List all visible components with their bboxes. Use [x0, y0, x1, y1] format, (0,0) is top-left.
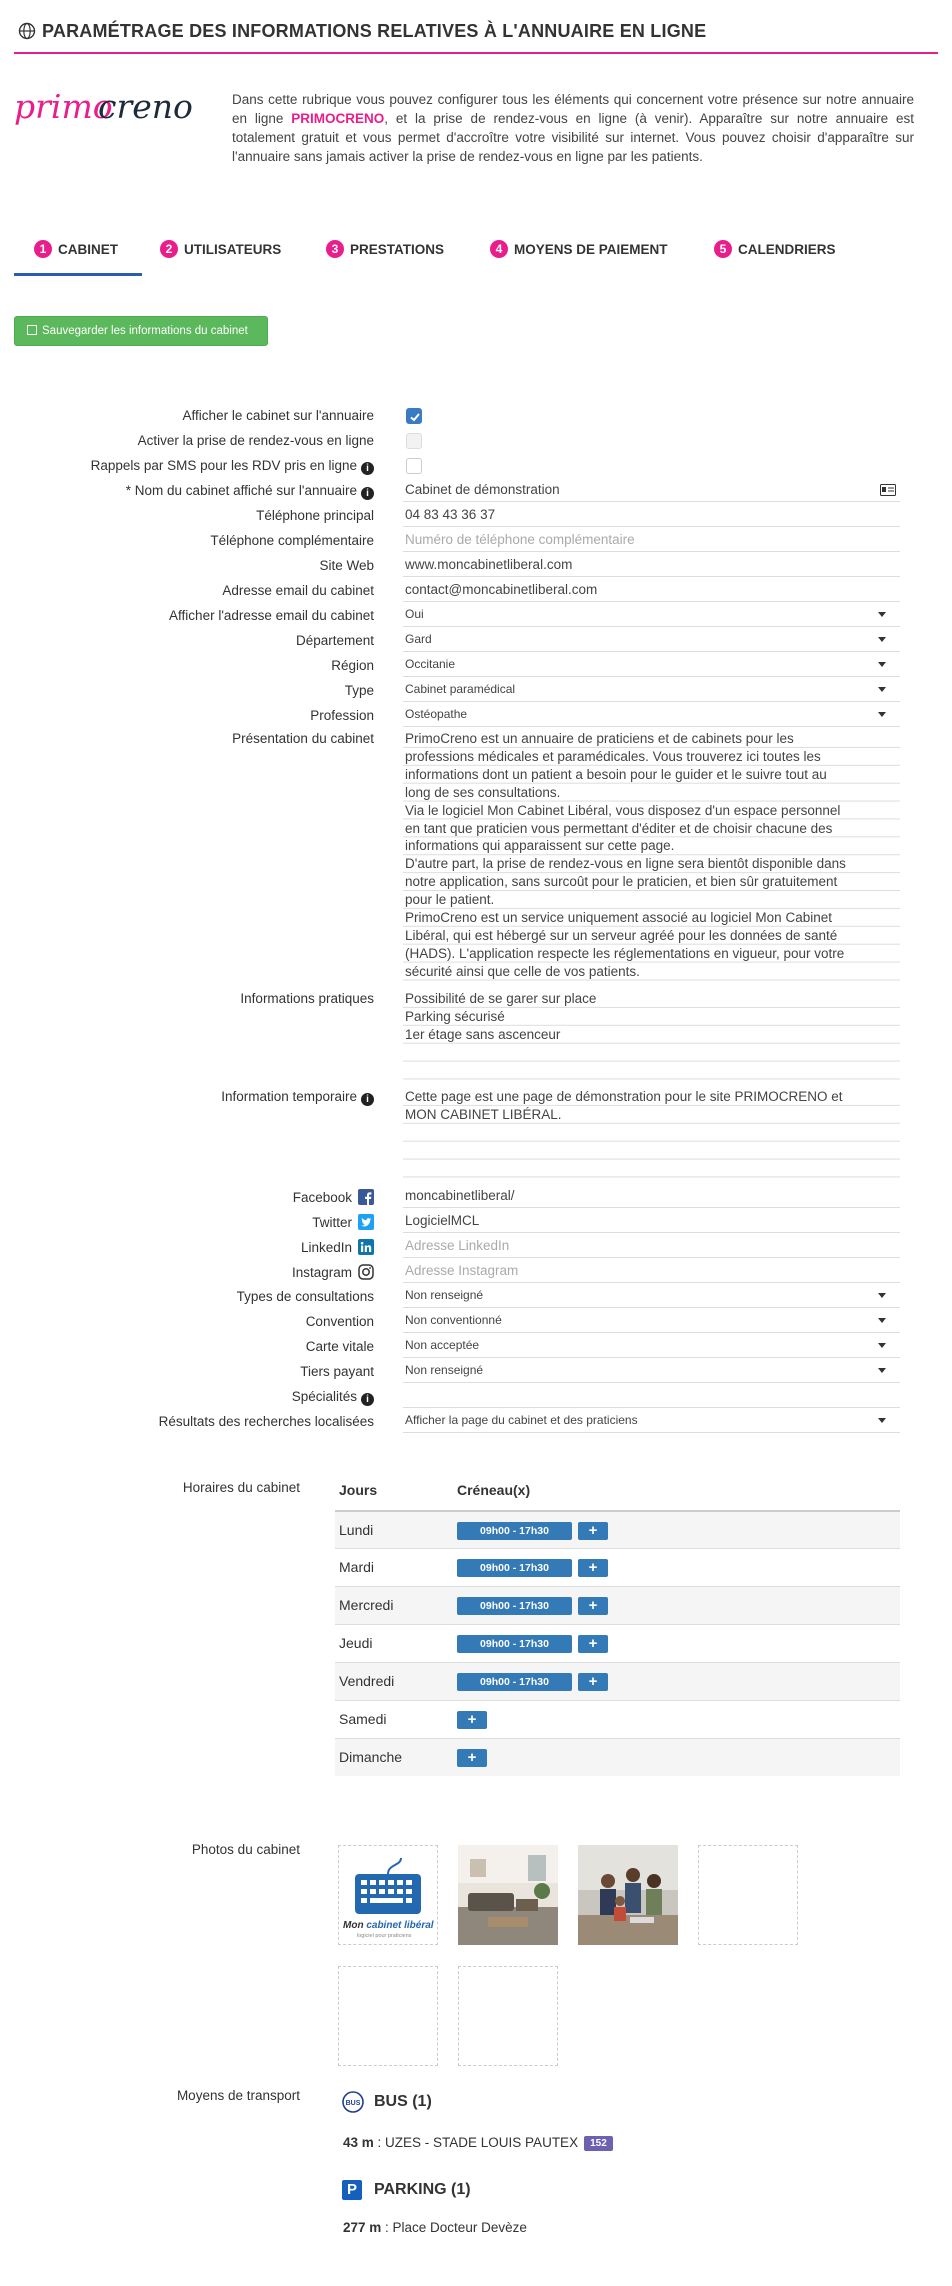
twitter-icon	[358, 1214, 374, 1230]
tab-number: 3	[326, 240, 344, 258]
bus-icon-text: BUS	[345, 2100, 361, 2107]
practical-textarea[interactable]	[403, 990, 900, 1080]
facebook-text: Facebook	[292, 1190, 352, 1205]
info-icon[interactable]: i	[361, 487, 374, 500]
department-select[interactable]	[403, 629, 900, 652]
info-icon[interactable]: i	[361, 1393, 374, 1406]
department-label: Département	[295, 633, 374, 648]
search-results-value: Afficher la page du cabinet et des praticiens	[405, 1413, 638, 1427]
hours-day: Mercredi	[339, 1597, 394, 1613]
presentation-line: sécurité ainsi que celle de vos patients.	[405, 963, 640, 979]
facebook-input[interactable]: moncabinetliberal/	[403, 1185, 900, 1208]
hours-row-mercredi	[335, 1586, 900, 1624]
logo-subtitle: logiciel pour praticiens	[357, 1933, 412, 1939]
bus-stop-name: : UZES - STADE LOUIS PAUTEX	[373, 2135, 579, 2150]
specialites-label	[14, 1389, 374, 1406]
tab-prestations[interactable]	[326, 230, 444, 276]
cabinet-name-input[interactable]	[403, 479, 900, 502]
photo-empty-slot[interactable]	[698, 1845, 798, 1945]
tab-label: CALENDRIERS	[738, 242, 836, 257]
time-slot[interactable]: 09h00 - 17h30	[457, 1635, 572, 1653]
hours-col-days: Jours	[339, 1482, 378, 1498]
tab-cabinet[interactable]	[14, 230, 142, 276]
add-slot-button[interactable]: +	[578, 1559, 608, 1577]
facebook-icon	[358, 1189, 374, 1205]
tab-number: 2	[160, 240, 178, 258]
temporary-line: Cette page est une page de démonstration pour le site PRIMOCRENO et	[405, 1089, 843, 1104]
photo-family[interactable]	[578, 1845, 678, 1945]
convention-select[interactable]	[403, 1310, 900, 1333]
presentation-line: PrimoCreno est un annuaire de praticiens et de cabinets pour les	[405, 731, 794, 746]
presentation-line: informations dont un patient a besoin pour le guider et le suivre tout au	[405, 766, 827, 782]
tab-utilisateurs[interactable]	[160, 230, 281, 276]
intro-part1: Dans cette rubrique vous pouvez configurer tous les éléments qui concernent votre présence sur notre annuaire en ligne	[232, 92, 914, 126]
globe-icon	[18, 22, 36, 40]
check-icon	[409, 411, 421, 423]
presentation-line: pour le patient.	[405, 892, 495, 908]
bus-line-badge: 152	[584, 2136, 613, 2151]
id-card-icon	[880, 484, 896, 496]
tiers-payant-select[interactable]	[403, 1360, 900, 1383]
time-slot[interactable]: 09h00 - 17h30	[457, 1522, 572, 1540]
twitter-label	[14, 1214, 374, 1230]
hours-day: Dimanche	[339, 1749, 403, 1765]
photo-empty-slot[interactable]	[458, 1966, 558, 2066]
phone-main-label: Téléphone principal	[256, 508, 374, 523]
bus-icon	[342, 2091, 364, 2113]
tab-number: 5	[714, 240, 732, 258]
tab-label: MOYENS DE PAIEMENT	[514, 242, 668, 257]
bus-title: BUS (1)	[374, 2093, 432, 2110]
show-email-value: Oui	[405, 607, 424, 621]
email-label: Adresse email du cabinet	[222, 583, 374, 598]
cabinet-name-label	[14, 483, 374, 500]
convention-value: Non conventionné	[405, 1313, 502, 1327]
practical-line: 1er étage sans ascenceur	[405, 1026, 561, 1042]
presentation-line: PrimoCreno est un service uniquement associé au logiciel Mon Cabinet	[405, 910, 832, 926]
show-email-label: Afficher l'adresse email du cabinet	[169, 608, 374, 623]
hours-header-row	[335, 1472, 900, 1510]
consult-types-value: Non renseigné	[405, 1288, 484, 1302]
caret-down-icon	[878, 687, 886, 692]
region-label: Région	[331, 658, 374, 673]
hours-day: Samedi	[339, 1711, 387, 1727]
tab-label: PRESTATIONS	[350, 242, 445, 257]
consult-types-label: Types de consultations	[236, 1289, 374, 1304]
caret-down-icon	[878, 637, 886, 642]
department-value: Gard	[405, 632, 432, 646]
online-booking-label: Activer la prise de rendez-vous en ligne	[137, 433, 374, 448]
add-slot-button[interactable]: +	[578, 1522, 608, 1540]
sms-reminders-checkbox[interactable]	[406, 458, 422, 474]
parking-line	[343, 2220, 527, 2235]
hours-row-samedi	[335, 1700, 900, 1738]
hours-day: Lundi	[339, 1522, 374, 1538]
caret-down-icon	[878, 1293, 886, 1298]
presentation-line: (HADS). L'application respecte les réglementations en vigueur, pour votre	[405, 945, 845, 961]
presentation-line: Libéral, qui est hébergé sur un serveur agréé pour les données de santé	[405, 927, 838, 943]
tab-number: 1	[34, 240, 52, 258]
photo-living-room[interactable]	[458, 1845, 558, 1945]
presentation-line: long de ses consultations.	[405, 784, 561, 800]
linkedin-text: LinkedIn	[300, 1240, 352, 1255]
specialites-text: Spécialités	[291, 1389, 357, 1404]
tab-bar	[14, 230, 938, 276]
twitter-text: Twitter	[312, 1215, 352, 1230]
parking-title: PARKING (1)	[374, 2181, 471, 2198]
page-title: PARAMÉTRAGE DES INFORMATIONS RELATIVES À L'ANNUAIRE EN LIGNE	[42, 21, 707, 41]
presentation-line: professions médicales et paramédicales. Vous trouverez ici toutes les	[405, 748, 821, 764]
specialites-input[interactable]	[403, 1385, 900, 1408]
temporary-label	[14, 1089, 374, 1106]
website-label: Site Web	[319, 558, 374, 573]
save-button-label: Sauvegarder les informations du cabinet	[42, 325, 248, 337]
tab-label: CABINET	[58, 242, 118, 257]
email-input[interactable]: contact@moncabinetliberal.com	[403, 579, 900, 602]
hours-row-vendredi	[335, 1662, 900, 1700]
photo-logo[interactable]	[338, 1845, 438, 1945]
add-slot-button[interactable]: +	[578, 1597, 608, 1615]
carte-vitale-label: Carte vitale	[305, 1339, 374, 1354]
linkedin-label	[14, 1239, 374, 1255]
presentation-line: en tant que praticien vous permettant d'éditer et de choisir chacune des	[405, 820, 833, 836]
caret-down-icon	[878, 1343, 886, 1348]
presentation-line: informations qui apparaissent sur cette page.	[405, 838, 675, 854]
tiers-payant-value: Non renseigné	[405, 1363, 484, 1377]
region-select[interactable]	[403, 654, 900, 677]
instagram-icon	[358, 1264, 374, 1280]
photos-label: Photos du cabinet	[191, 1842, 300, 1857]
presentation-textarea[interactable]	[403, 730, 900, 981]
hours-day: Vendredi	[339, 1673, 395, 1689]
hours-label: Horaires du cabinet	[182, 1480, 300, 1495]
sms-reminders-text: Rappels par SMS pour les RDV pris en ligne	[90, 458, 357, 473]
living-room-image	[458, 1845, 558, 1945]
info-icon[interactable]: i	[361, 462, 374, 475]
logo-text-mon: Mon	[343, 1920, 367, 1931]
family-image	[578, 1845, 678, 1945]
hours-day: Mardi	[339, 1559, 375, 1575]
caret-down-icon	[878, 612, 886, 617]
cabinet-name-value: Cabinet de démonstration	[405, 482, 560, 497]
primocreno-logo	[14, 84, 214, 136]
caret-down-icon	[878, 712, 886, 717]
presentation-line: D'autre part, la prise de rendez-vous en ligne sera bientôt disponible dans	[405, 856, 846, 872]
tab-moyens-paiement[interactable]	[490, 230, 668, 276]
show-email-select[interactable]	[403, 604, 900, 627]
caret-down-icon	[878, 1318, 886, 1323]
convention-label: Convention	[305, 1314, 374, 1329]
caret-down-icon	[878, 1368, 886, 1373]
transport-label: Moyens de transport	[176, 2088, 300, 2103]
hours-row-lundi	[335, 1510, 900, 1548]
svg-text:Mon cabinet libéral	[343, 1920, 434, 1931]
info-icon[interactable]: i	[361, 1093, 374, 1106]
show-cabinet-label: Afficher le cabinet sur l'annuaire	[182, 408, 374, 423]
parking-distance: 277 m	[343, 2220, 382, 2235]
time-slot[interactable]: 09h00 - 17h30	[457, 1673, 572, 1691]
temporary-text: Information temporaire	[221, 1089, 357, 1104]
bus-distance: 43 m	[343, 2135, 374, 2150]
add-slot-button[interactable]: +	[457, 1749, 487, 1767]
profession-value: Ostéopathe	[405, 707, 468, 721]
save-cabinet-button[interactable]	[14, 316, 268, 346]
hours-col-slots: Créneau(x)	[457, 1482, 531, 1498]
hours-row-dimanche	[335, 1738, 900, 1776]
time-slot[interactable]: 09h00 - 17h30	[457, 1559, 572, 1577]
website-input[interactable]: www.moncabinetliberal.com	[403, 554, 900, 577]
caret-down-icon	[878, 662, 886, 667]
search-results-label: Résultats des recherches localisées	[158, 1414, 374, 1429]
temporary-line: MON CABINET LIBÉRAL.	[405, 1106, 562, 1122]
page-header	[14, 18, 938, 54]
instagram-text: Instagram	[291, 1265, 352, 1280]
type-label: Type	[344, 683, 374, 698]
save-icon	[27, 325, 37, 335]
add-slot-button[interactable]: +	[578, 1635, 608, 1653]
twitter-input[interactable]: LogicielMCL	[403, 1210, 900, 1233]
tab-calendriers[interactable]	[714, 230, 836, 276]
practical-line: Possibilité de se garer sur place	[405, 991, 597, 1006]
add-slot-button[interactable]: +	[457, 1711, 487, 1729]
presentation-label: Présentation du cabinet	[232, 731, 374, 746]
hours-day: Jeudi	[339, 1635, 373, 1651]
consult-types-select[interactable]	[403, 1285, 900, 1308]
parking-icon: P	[342, 2180, 362, 2200]
region-value: Occitanie	[405, 657, 456, 671]
linkedin-icon	[358, 1239, 374, 1255]
cabinet-name-text: * Nom du cabinet affiché sur l'annuaire	[125, 483, 357, 498]
logo-primo: primo	[14, 87, 113, 126]
practical-label: Informations pratiques	[240, 991, 374, 1006]
instagram-label	[14, 1264, 374, 1280]
temporary-textarea[interactable]	[403, 1088, 900, 1178]
profession-select[interactable]	[403, 704, 900, 727]
logo-text-cabinet: cabinet libéral	[366, 1920, 434, 1931]
tiers-payant-label: Tiers payant	[300, 1364, 374, 1379]
hours-row-jeudi	[335, 1624, 900, 1662]
phone-extra-label: Téléphone complémentaire	[210, 533, 374, 548]
bus-stop-line	[343, 2135, 613, 2151]
linkedin-input[interactable]: Adresse LinkedIn	[403, 1235, 900, 1258]
time-slot[interactable]: 09h00 - 17h30	[457, 1597, 572, 1615]
logo-creno: creno	[98, 87, 193, 126]
intro-text	[232, 90, 914, 166]
intro-brand: PRIMOCRENO	[291, 111, 385, 126]
intro-part2: , et la prise de rendez-vous en ligne (à venir). Apparaître sur notre annuaire est totalement gratuit et vous permet d'accroître votre visibilité sur internet. Vous pouvez choisir d'apparaître sur l'annuaire sans jamais activer la prise de rendez-vous en ligne par les patients.	[232, 111, 914, 164]
instagram-input[interactable]: Adresse Instagram	[403, 1260, 900, 1283]
photo-empty-slot[interactable]	[338, 1966, 438, 2066]
type-select[interactable]	[403, 679, 900, 702]
profession-label: Profession	[310, 708, 374, 723]
phone-main-input[interactable]: 04 83 43 36 37	[403, 504, 900, 527]
presentation-line: Via le logiciel Mon Cabinet Libéral, vous disposez d'un espace personnel	[405, 802, 841, 818]
tab-number: 4	[490, 240, 508, 258]
type-value: Cabinet paramédical	[405, 682, 516, 696]
sms-reminders-label	[14, 458, 374, 475]
keyboard-logo-image	[339, 1846, 437, 1944]
practical-line: Parking sécurisé	[405, 1008, 505, 1024]
tab-label: UTILISATEURS	[184, 242, 282, 257]
parking-place: : Place Docteur Devèze	[381, 2220, 527, 2235]
search-results-select[interactable]	[403, 1410, 900, 1433]
hours-row-mardi	[335, 1548, 900, 1586]
add-slot-button[interactable]: +	[578, 1673, 608, 1691]
facebook-label	[14, 1189, 374, 1205]
carte-vitale-value: Non acceptée	[405, 1338, 480, 1352]
carte-vitale-select[interactable]	[403, 1335, 900, 1358]
online-booking-checkbox[interactable]	[406, 433, 422, 449]
presentation-line: notre application, sans surcoût pour le praticien, et bien sûr gratuitement	[405, 874, 838, 890]
show-cabinet-checkbox[interactable]	[406, 408, 422, 424]
phone-extra-input[interactable]: Numéro de téléphone complémentaire	[403, 529, 900, 552]
caret-down-icon	[878, 1418, 886, 1423]
